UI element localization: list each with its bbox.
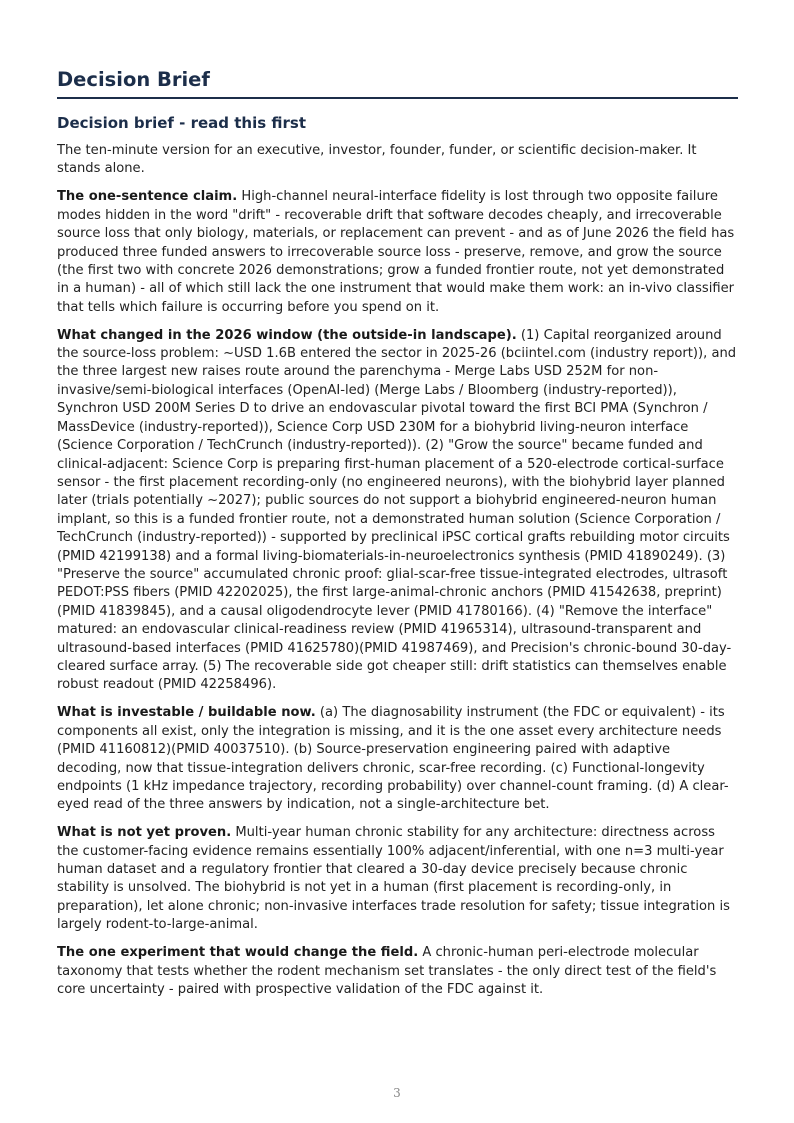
document-body — [57, 112, 738, 1009]
paragraph-not-proven — [57, 824, 738, 934]
paragraph-lead: What is investable / buildable now. — [57, 705, 316, 721]
paragraph-text: (1) Capital reorganized around the source-loss problem: ~USD 1.6B entered the sector in 2025-26 (bciintel.com (industry report)), and the three largest new raises route around the parenchyma - Merge Labs USD 252M for non-invasive/semi-biological interfaces (OpenAI-led) (Merge Labs / Bloomberg (industry-reported)), Synchron USD 200M Series D to drive an endovascular pivotal toward the first BCI PMA (Synchron / MassDevice (industry-reported)), Science Corp USD 230M for a biohybrid living-neuron interface (Science Corporation / TechCrunch (industry-reported)). (2) "Grow the source" became funded and clinical-adjacent: Science Corp is preparing first-human placement of a 520-electrode cortical-surface sensor - the first placement recording-only (no engineered neurons), with the biohybrid layer planned later (trials potentially ~2027); public sources do not support a biohybrid engineered-neuron human implant, so this is a funded frontier route, not a demonstrated human solution (Science Corporation / TechCrunch (industry-reported)) - supported by preclinical iPSC cortical grafts rebuilding motor circuits (PMID 42199138) and a formal living-biomaterials-in-neuroelectronics synthesis (PMID 41890249). (3) "Preserve the source" accumulated chronic proof: glial-scar-free tissue-integrated electrodes, ultrasoft PEDOT:PSS fibers (PMID 42202025), the first large-animal-chronic anchors (PMID 41542638, preprint)(PMID 41839845), and a causal oligodendrocyte lever (PMID 41780166). (4) "Remove the interface" matured: an endovascular clinical-readiness review (PMID 41965314), ultrasound-transparent and ultrasound-based interfaces (PMID 41625780)(PMID 41987469), and Precision's chronic-bound 30-day-cleared surface array. (5) The recoverable side got cheaper still: drift statistics can themselves enable robust readout (PMID 42258496). — [57, 327, 737, 693]
paragraph-lead: The one-sentence claim. — [57, 189, 238, 205]
paragraph-claim — [57, 188, 738, 317]
paragraph-experiment — [57, 944, 738, 999]
paragraph-lead: What is not yet proven. — [57, 825, 232, 841]
paragraph-investable — [57, 704, 738, 814]
section-heading: Decision brief - read this first — [57, 114, 306, 132]
paragraph-what-changed — [57, 327, 738, 695]
document-title: Decision Brief — [57, 68, 210, 91]
paragraph-text: High-channel neural-interface fidelity is lost through two opposite failure modes hidden in the word "drift" - recoverable drift that software decodes cheaply, and irrecoverable source loss that only biology, materials, or replacement can prevent - and as of June 2026 the field has produced three funded answers to irrecoverable source loss - preserve, remove, and grow the source (the first two with concrete 2026 demonstrations; grow a funded frontier route, not yet demonstrated in a human) - all of which still lack the one instrument that would make them work: an in-vivo classifier that tells which failure is occurring before you spend on it. — [57, 189, 735, 315]
paragraph-lead: The one experiment that would change the field. — [57, 945, 419, 961]
paragraph-text: Multi-year human chronic stability for any architecture: directness across the customer-facing evidence remains essentially 100% adjacent/inferential, with one n=3 multi-year human dataset and a regulatory frontier that cleared a 30-day device precisely because chronic stability is unsolved. The biohybrid is not yet in a human (first placement is recording-only, in preparation), let alone chronic; non-invasive interfaces trade resolution for safety; tissue integration is largely rodent-to-large-animal. — [57, 825, 730, 933]
page-number: 3 — [393, 1086, 401, 1100]
paragraph-text: A chronic-human peri-electrode molecular taxonomy that tests whether the rodent mechanism set translates - the only direct test of the field's core uncertainty - paired with prospective validation of the FDC against it. — [57, 945, 717, 997]
paragraph-lead: What changed in the 2026 window (the outside-in landscape). — [57, 327, 517, 343]
paragraph-text: (a) The diagnosability instrument (the FDC or equivalent) - its components all exist, only the integration is missing, and it is the one asset every architecture needs (PMID 41160812)(PMID 40037510). (b) Source-preservation engineering paired with adaptive decoding, now that tissue-integration delivers chronic, scar-free recording. (c) Functional-longevity endpoints (1 kHz impedance trajectory, recording probability) over channel-count framing. (d) A clear-eyed read of the three answers by indication, not a single-architecture bet. — [57, 705, 729, 813]
intro-paragraph: The ten-minute version for an executive, investor, founder, funder, or scientific decision-maker. It stands alone. — [57, 143, 697, 177]
title-divider — [57, 97, 738, 99]
